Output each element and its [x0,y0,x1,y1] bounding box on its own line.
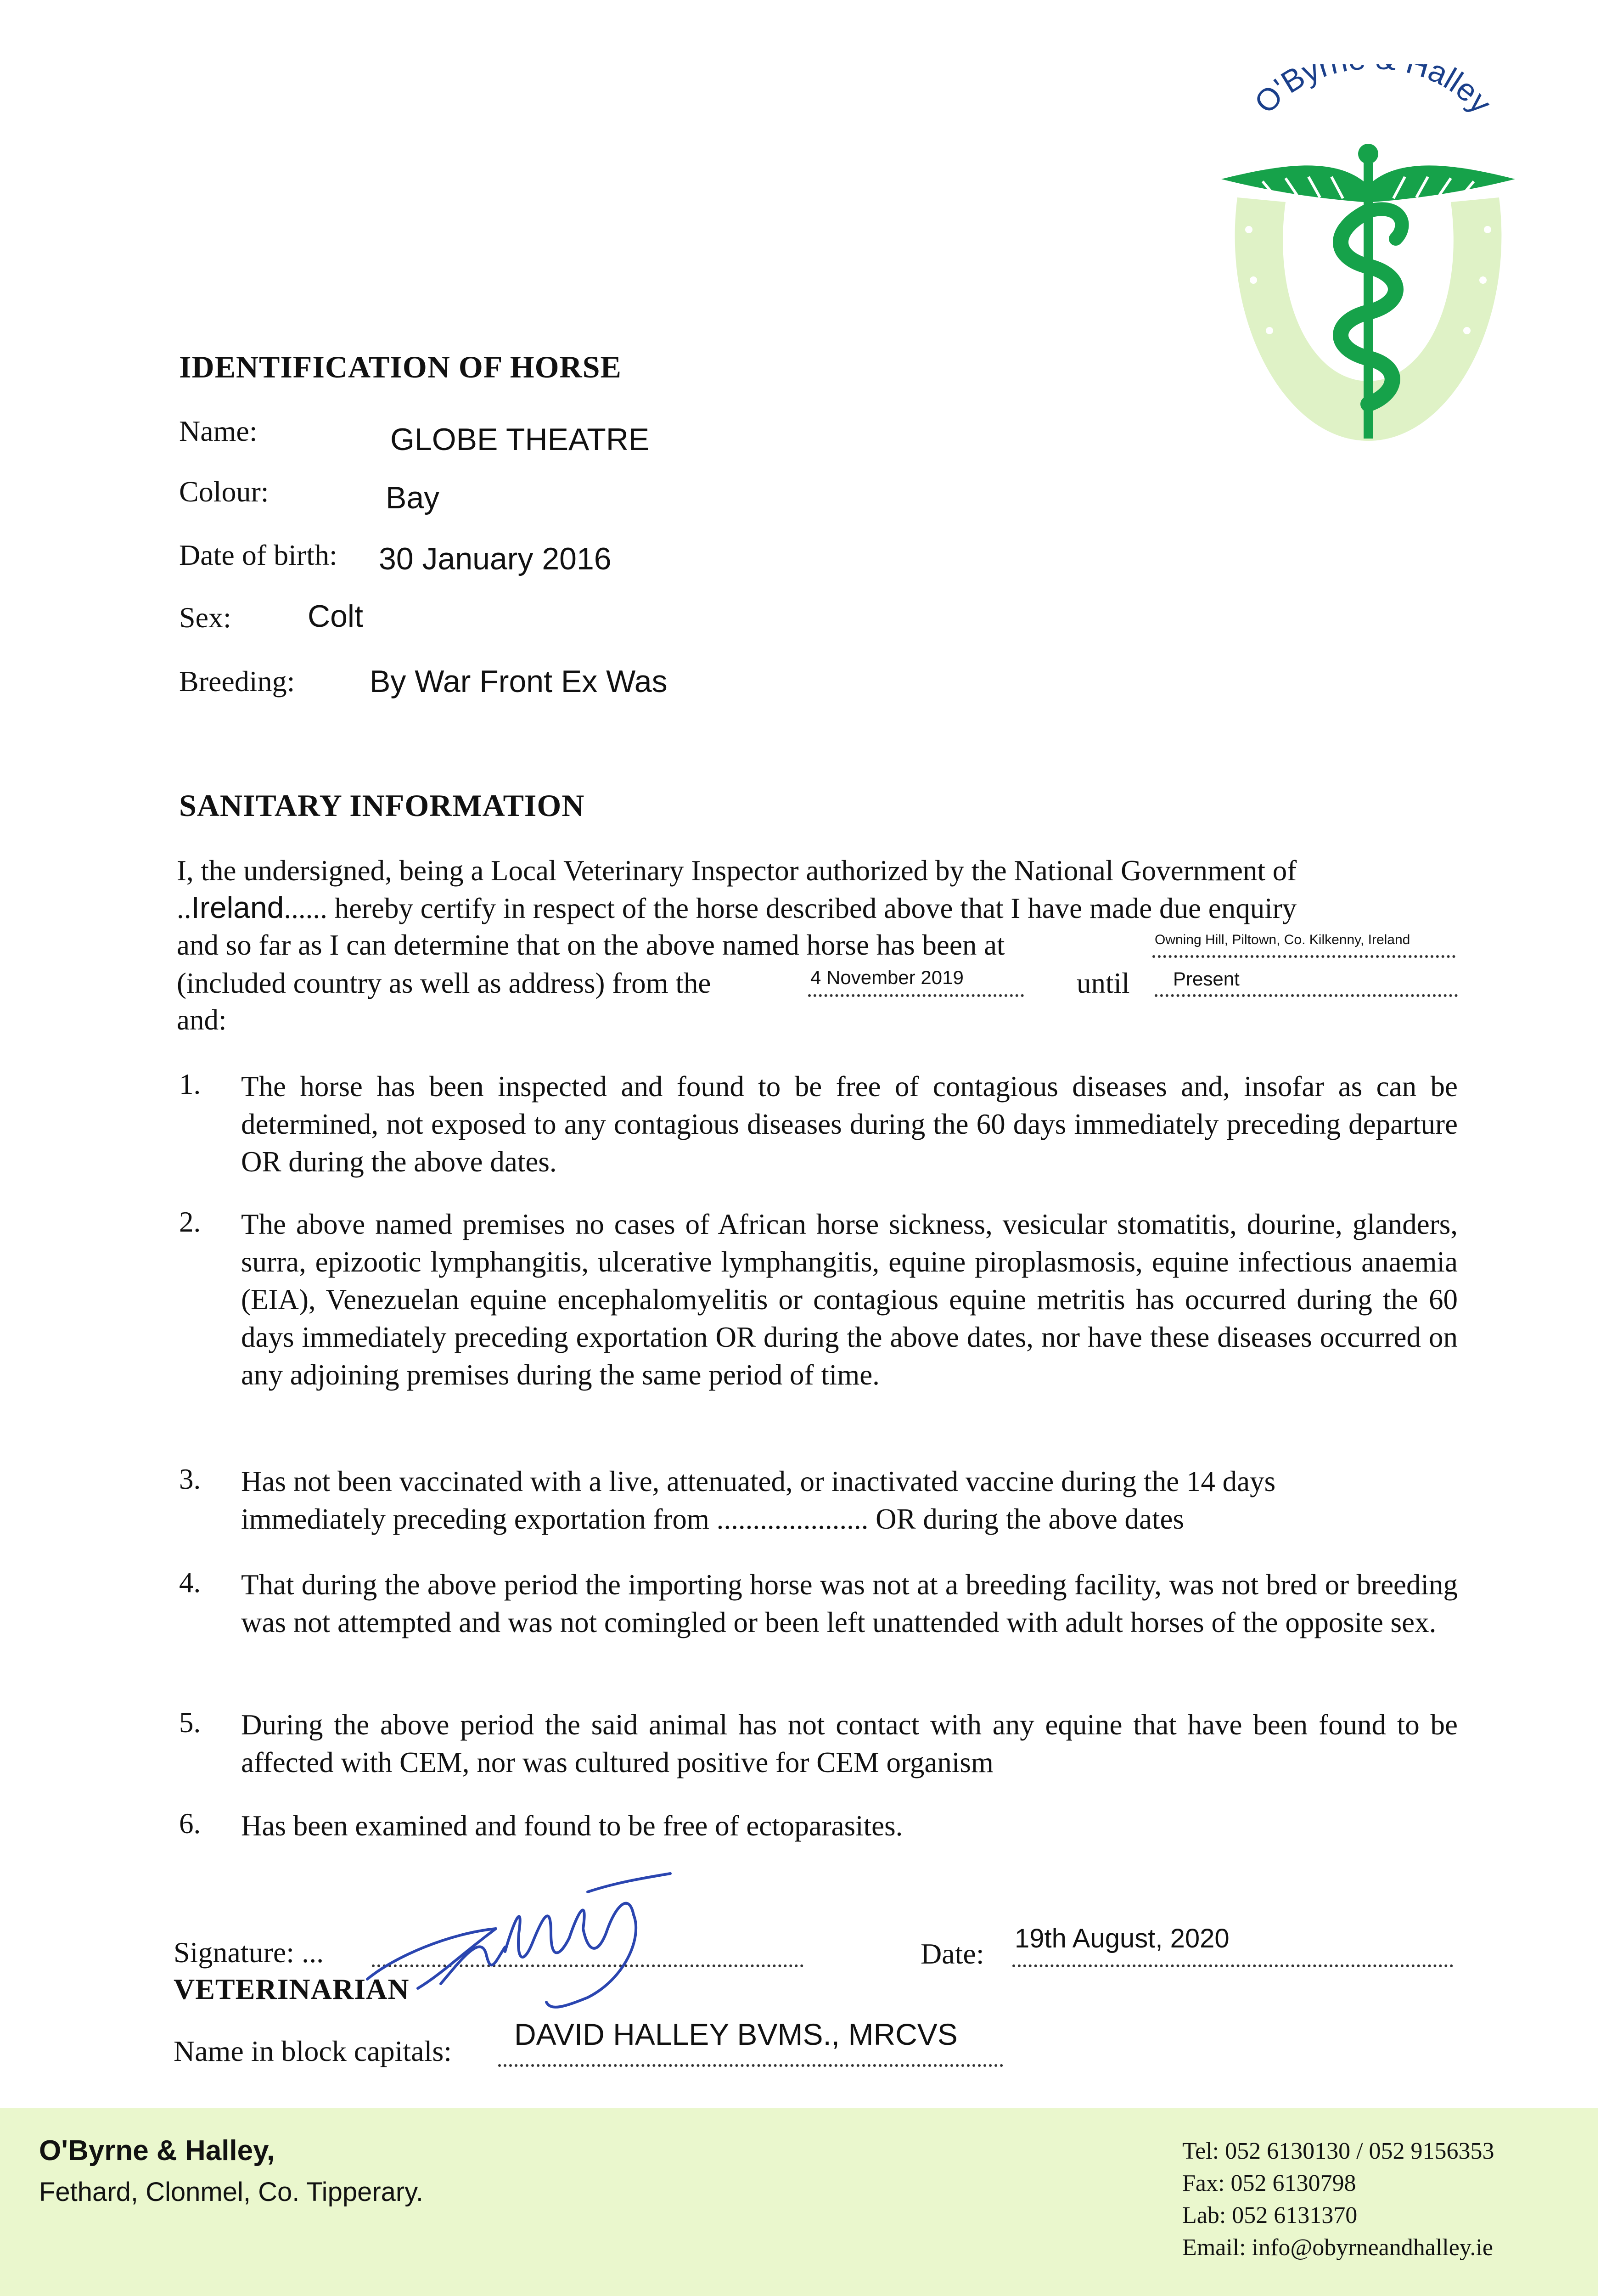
date-value: 19th August, 2020 [1015,1924,1230,1953]
footer-company: O'Byrne & Halley, [39,2135,275,2167]
sanitary-heading: SANITARY INFORMATION [179,788,585,823]
colour-value: Bay [386,480,440,515]
until-value: Present [1173,968,1240,990]
dob-value: 30 January 2016 [379,541,612,576]
name-label: Name: [179,415,258,447]
footer-fax: Fax: 052 6130798 [1182,2170,1356,2196]
sex-label: Sex: [179,601,231,634]
footer-lab: Lab: 052 6131370 [1182,2202,1358,2228]
logo-text: O'Byr Halley [1247,64,1499,120]
list-item-4-number: 4. [179,1566,201,1598]
address-value: Owning Hill, Piltown, Co. Kilkenny, Ireland [1155,932,1410,947]
until-label: until [1077,967,1130,999]
address-dotted-line [1152,955,1455,958]
list-item-1-text: The horse has been inspected and found to be free of contagious diseases and, insofar as can be determined, not exposed to any contagious diseases during the 60 days immediately preceding departure OR during the above dates. [241,1070,1458,1178]
company-logo [1194,64,1543,459]
list-item-3-number: 3. [179,1463,201,1495]
dob-label: Date of birth: [179,539,337,571]
country-value: Ireland [191,890,284,924]
veterinarian-role: VETERINARIAN [174,1973,410,2005]
sanitary-line-5: and: [177,1004,227,1036]
sex-value: Colt [308,599,363,634]
block-capitals-label: Name in block capitals: [174,2035,452,2067]
sanitary-line-1: I, the undersigned, being a Local Veterinary Inspector authorized by the National Government of [177,855,1297,887]
list-item-1-number: 1. [179,1068,201,1100]
list-item-4-text: That during the above period the importing horse was not at a breeding facility, was not bred or breeding was not attempted and was not comingled or been left unattended with adult horses of the opposite sex. [241,1569,1458,1638]
list-item-5-text: During the above period the said animal has not contact with any equine that have been found to be affected with CEM, nor was cultured positive for CEM organism [241,1709,1458,1778]
until-dotted-line [1155,994,1458,997]
sanitary-line-4: (included country as well as address) from the [177,967,711,999]
identification-heading: IDENTIFICATION OF HORSE [179,349,622,384]
line2-prefix: .. [177,892,191,924]
list-item-2-number: 2. [179,1206,201,1238]
signature-label: Signature: ... [174,1936,324,1969]
colour-label: Colour: [179,475,269,508]
list-item-5-number: 5. [179,1706,201,1739]
block-capitals-dotted-line [498,2064,1003,2067]
date-label: Date: [921,1937,984,1970]
breeding-label: Breeding: [179,665,295,698]
block-capitals-value: DAVID HALLEY BVMS., MRCVS [514,2017,958,2051]
sanitary-line-2 [177,889,1462,927]
footer-email[interactable]: Email: info@obyrneandhalley.ie [1182,2234,1493,2261]
list-item-3-text-a: Has not been vaccinated with a live, attenuated, or inactivated vaccine during the 14 days [241,1465,1276,1497]
date-dotted-line [1012,1964,1453,1967]
breeding-value: By War Front Ex Was [370,664,668,699]
list-item-6-number: 6. [179,1807,201,1840]
footer-tel: Tel: 052 6130130 / 052 9156353 [1182,2138,1494,2164]
sanitary-line-3: and so far as I can determine that on the above named horse has been at [177,929,1005,961]
line2-suffix: ...... hereby certify in respect of the horse described above that I have made due enquiry [284,892,1297,924]
caduceus-horseshoe-icon [1194,64,1543,459]
from-date-value: 4 November 2019 [810,967,964,988]
list-item-2-text: The above named premises no cases of African horse sickness, vesicular stomatitis, dourine, glanders, surra, epizootic lymphangitis, ulcerative lymphangitis, equine piroplasmosis, equine infectious anaemia (EIA), Venezuelan equine encephalomyelitis or contagious equine metritis has occurred during the 60 days immediately preceding exportation OR during the above dates, nor have these diseases occurred on any adjoining premises during the same period of time. [241,1208,1458,1391]
list-item-3-text-b: immediately preceding exportation from ..................... OR during the above dates [241,1503,1184,1535]
list-item-6-text: Has been examined and found to be free of ectoparasites. [241,1810,903,1842]
from-dotted-line [808,994,1024,997]
footer-address: Fethard, Clonmel, Co. Tipperary. [39,2177,424,2207]
name-value: GLOBE THEATRE [390,422,650,457]
